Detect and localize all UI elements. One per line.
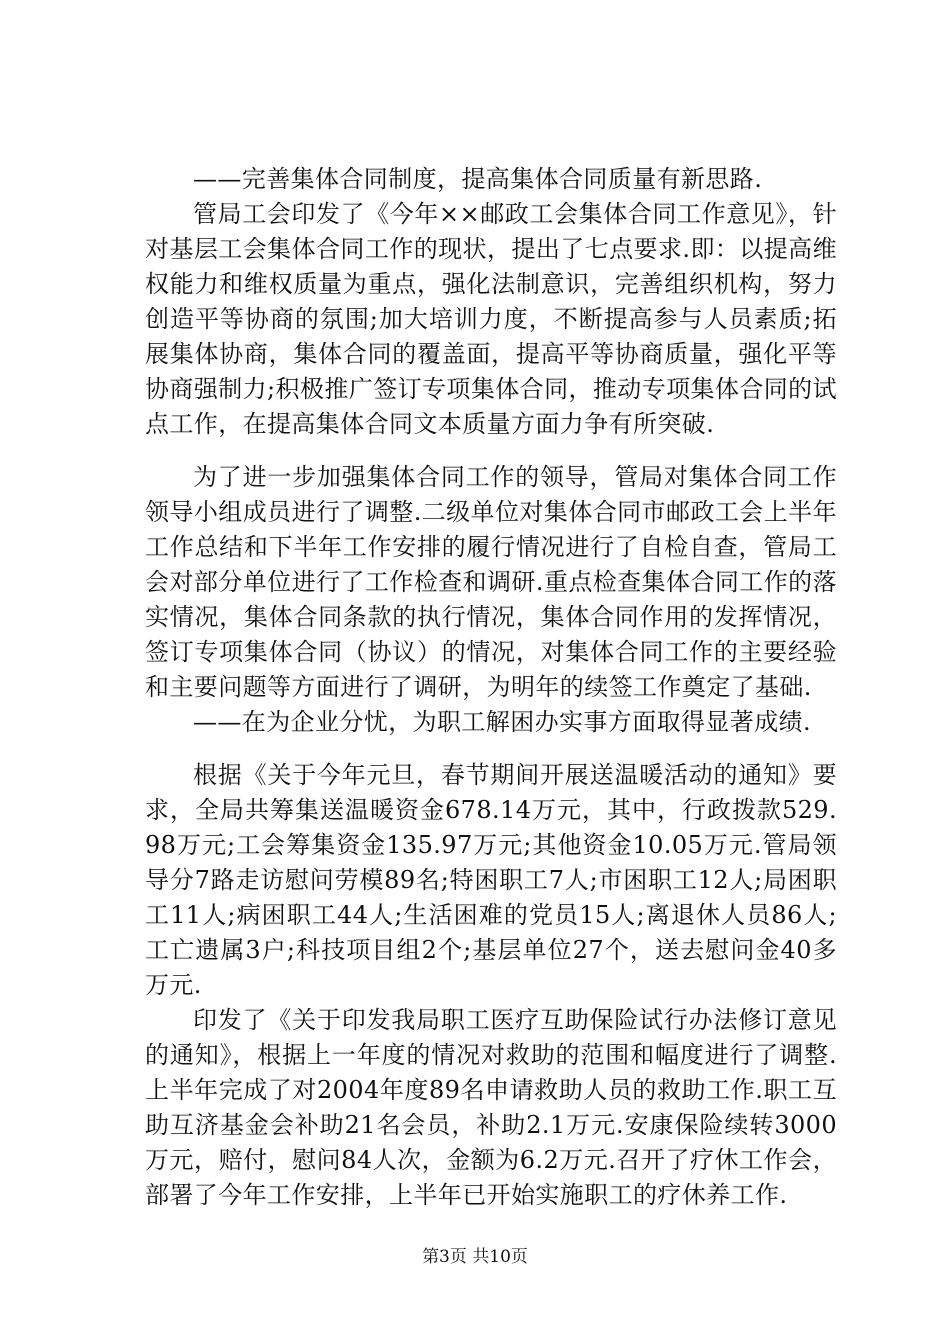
section-heading-collective-contract: ——完善集体合同制度，提高集体合同质量有新思路. <box>193 165 763 193</box>
paragraph-medical-insurance: 印发了《关于印发我局职工医疗互助保险试行办法修订意见的通知》，根据上一年度的情况对救助的范围和幅度进行了调整.上半年完成了对2004年度89名申请救助人员的救助工作.职工互助互济基金会补助21名会员，补助2.1万元.安康保险续转3000万元，赔付，慰问84人次，金额为6.2万元.召开了疗休工作会，部署了今年工作安排，上半年已开始实施职工的疗休养工作. <box>145 1006 837 1209</box>
paragraph-contract-opinion: 管局工会印发了《今年××邮政工会集体合同工作意见》，针对基层工会集体合同工作的现状，提出了七点要求.即：以提高维权能力和维权质量为重点，强化法制意识，完善组织机构，努力创造平等协商的氛围;加大培训力度，不断提高参与人员素质;拓展集体协商，集体合同的覆盖面，提高平等协商质量，强化平等协商强制力;积极推广签订专项集体合同，推动专项集体合同的试点工作，在提高集体合同文本质量方面力争有所突破. <box>145 200 837 438</box>
document-body <box>145 162 837 1213</box>
section-heading-worker-relief: ——在为企业分忧，为职工解困办实事方面取得显著成绩. <box>193 708 812 736</box>
page-number-footer: 第3页 共10页 <box>422 1247 528 1267</box>
paragraph-warmth-funds: 根据《关于今年元旦，春节期间开展送温暖活动的通知》要求，全局共筹集送温暖资金678.14万元，其中，行政拨款529.98万元;工会筹集资金135.97万元;其他资金10.05万元.管局领导分7路走访慰问劳模89名;特困职工7人;市困职工12人;局困职工11人;病困职工44人;生活困难的党员15人;离退休人员86人;工亡遗属3户;科技项目组2个;基层单位27个，送去慰问金40多万元. <box>145 761 837 999</box>
paragraph-contract-leadership: 为了进一步加强集体合同工作的领导，管局对集体合同工作领导小组成员进行了调整.二级单位对集体合同市邮政工会上半年工作总结和下半年工作安排的履行情况进行了自检自查，管局工会对部分单位进行了工作检查和调研.重点检查集体合同工作的落实情况，集体合同条款的执行情况，集体合同作用的发挥情况，签订专项集体合同（协议）的情况，对集体合同工作的主要经验和主要问题等方面进行了调研，为明年的续签工作奠定了基础. <box>145 463 837 701</box>
